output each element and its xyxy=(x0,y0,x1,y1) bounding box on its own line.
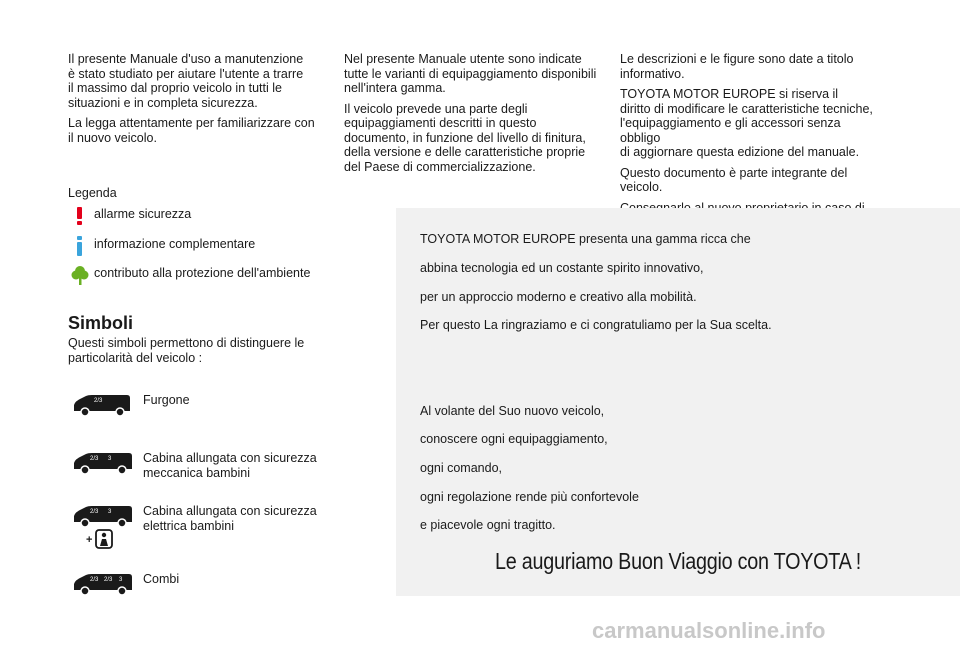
exclamation-icon xyxy=(70,205,90,227)
van-icon xyxy=(72,393,132,417)
legend-label: informazione complementare xyxy=(94,237,256,251)
paragraph: Il veicolo prevede una parte degli equipaggiamenti descritti in questo documento, in funzione del livello di finitura, della versione e delle caratteristiche proprie del Paese di commercializzazione. xyxy=(344,101,586,174)
symbols-intro: Questi simboli permettono di distinguere le particolarità del veicolo : xyxy=(68,336,305,365)
svg-text:2/3: 2/3 xyxy=(90,456,99,462)
svg-text:3: 3 xyxy=(119,577,123,583)
symbol-label: Furgone xyxy=(143,393,190,407)
svg-text:2/3: 2/3 xyxy=(90,577,99,583)
tree-icon xyxy=(70,264,90,286)
legend-label: contributo alla protezione dell'ambiente xyxy=(94,266,311,280)
welcome-line: Al volante del Suo nuovo veicolo, xyxy=(420,404,605,418)
crew-cab-van-icon xyxy=(72,451,134,475)
symbol-label: Cabina allungata con sicurezza meccanica bambini xyxy=(143,451,317,480)
welcome-line: Per questo La ringraziamo e ci congratuliamo per la Sua scelta. xyxy=(420,318,772,332)
paragraph: Le descrizioni e le figure sono date a titolo informativo. xyxy=(620,52,854,81)
symbol-combi xyxy=(72,572,332,612)
svg-text:2/3: 2/3 xyxy=(104,577,113,583)
paragraph: Questo documento è parte integrante del veicolo. xyxy=(620,165,848,194)
welcome-slogan: Le auguriamo Buon Viaggio con TOYOTA ! xyxy=(495,548,861,574)
svg-text:3: 3 xyxy=(108,456,112,462)
welcome-line: e piacevole ogni tragitto. xyxy=(420,518,556,532)
symbol-label: Cabina allungata con sicurezza elettrica bambini xyxy=(143,504,317,533)
legend-label: allarme sicurezza xyxy=(94,207,192,221)
combi-van-icon xyxy=(72,572,134,596)
svg-text:2/3: 2/3 xyxy=(94,398,103,404)
svg-text:2/3: 2/3 xyxy=(90,509,99,515)
symbols-title: Simboli xyxy=(68,313,134,333)
welcome-line: TOYOTA MOTOR EUROPE presenta una gamma ricca che xyxy=(420,232,751,246)
symbol-crew-cab-mechanical xyxy=(72,451,332,491)
svg-text:+: + xyxy=(86,534,93,546)
info-icon xyxy=(70,235,90,257)
legend-title: Legenda xyxy=(68,186,117,200)
watermark: carmanualsonline.info xyxy=(592,618,826,643)
paragraph: TOYOTA MOTOR EUROPE si riserva il diritto di modificare le caratteristiche tecniche, l'equipaggiamento e gli accessori senza obbligo di aggiornare questa edizione del manuale. xyxy=(620,87,873,159)
welcome-line: abbina tecnologia ed un costante spirito innovativo, xyxy=(420,261,704,275)
symbol-van xyxy=(72,393,332,433)
intro-column-1 xyxy=(68,52,330,151)
welcome-line: ogni regolazione rende più confortevole xyxy=(420,490,639,504)
paragraph: Il presente Manuale d'uso a manutenzione è stato studiato per aiutare l'utente a trarre il massimo dal proprio veicolo in tutti le situazioni e in completa sicurezza. xyxy=(68,52,304,110)
symbol-label: Combi xyxy=(143,572,180,586)
welcome-line: conoscere ogni equipaggiamento, xyxy=(420,432,608,446)
svg-text:3: 3 xyxy=(108,509,112,515)
welcome-line: ogni comando, xyxy=(420,461,503,475)
paragraph: La legga attentamente per familiarizzare con il nuovo veicolo. xyxy=(68,116,315,145)
symbol-crew-cab-electric xyxy=(72,504,332,552)
crew-cab-van-electric-icon xyxy=(72,504,134,552)
paragraph: Nel presente Manuale utente sono indicate tutte le varianti di equipaggiamento disponibili nell'intera gamma. xyxy=(344,52,597,95)
welcome-line: per un approccio moderno e creativo alla mobilità. xyxy=(420,290,697,304)
intro-column-2 xyxy=(344,52,606,180)
